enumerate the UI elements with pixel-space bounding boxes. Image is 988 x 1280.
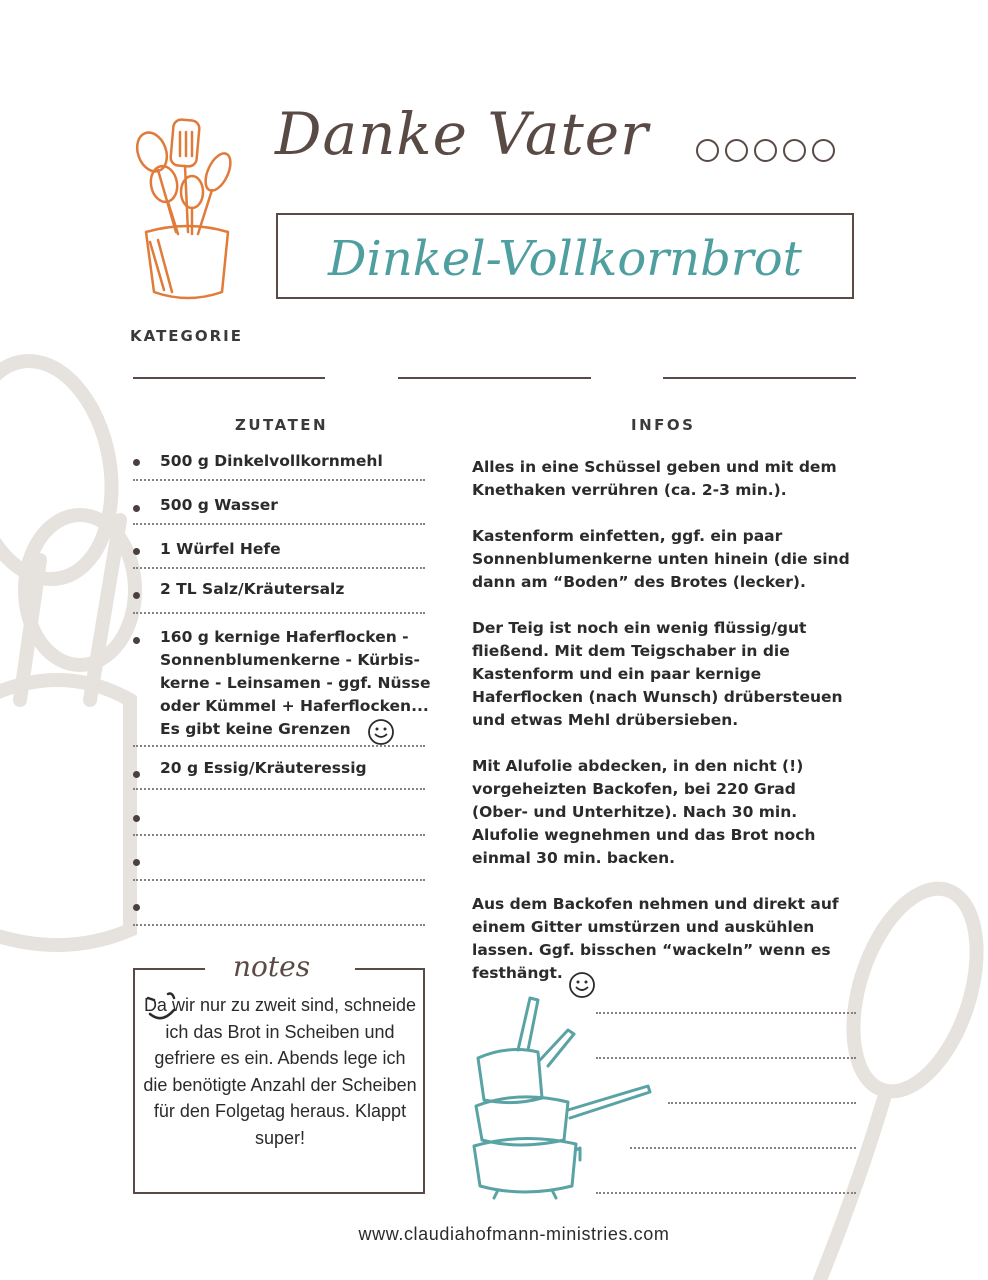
- bullet-icon: [133, 592, 140, 599]
- rating-circle-1[interactable]: [696, 139, 719, 162]
- ingredient-line: [133, 479, 425, 481]
- ingredient-item: 2 TL Salz/Kräutersalz: [160, 580, 345, 598]
- ingredient-line: [133, 523, 425, 525]
- stacked-pots-icon: [468, 990, 658, 1200]
- bullet-icon: [133, 505, 140, 512]
- rating-circle-2[interactable]: [725, 139, 748, 162]
- bullet-icon: [133, 548, 140, 555]
- ingredient-item: 500 g Wasser: [160, 496, 278, 514]
- bullet-icon: [133, 459, 140, 466]
- page-title: Danke Vater: [275, 100, 649, 168]
- bullet-icon: [133, 859, 140, 866]
- notes-text: Da wir nur zu zweit sind, schneide ich das Brot in Scheiben und gefriere es ein. Abends lege ich die benötigte Anzahl der Scheiben für den Folgetag heraus. Klappt super!: [143, 995, 417, 1148]
- ingredient-line: [133, 745, 425, 747]
- instructions: [472, 456, 857, 1008]
- ingredient-item: 500 g Dinkelvollkornmehl: [160, 452, 383, 470]
- ingredient-line: [133, 567, 425, 569]
- notes-label: notes: [233, 950, 311, 983]
- ingredient-item-multiline: 160 g kernige Haferflocken - Sonnenblumenkerne - Kürbis- kerne - Leinsamen - ggf. Nüsse oder Kümmel + Haferflocken... Es gibt keine Grenzen: [160, 628, 431, 738]
- ingredient-line: [133, 612, 425, 614]
- bullet-icon: [133, 815, 140, 822]
- category-line-2[interactable]: [398, 377, 591, 379]
- rating-circle-4[interactable]: [783, 139, 806, 162]
- ingredient-line-empty[interactable]: [133, 924, 425, 926]
- instruction-step: Der Teig ist noch ein wenig flüssig/gut fließend. Mit dem Teigschaber in die Kastenform und ein paar kernige Haferflocken (nach Wunsch) drübersteuen und etwas Mehl drübersieben.: [472, 619, 843, 729]
- infos-heading: INFOS: [631, 416, 696, 434]
- category-line-1[interactable]: [133, 377, 325, 379]
- ingredient-item: 20 g Essig/Kräuteressig: [160, 759, 367, 777]
- info-line-empty[interactable]: [630, 1147, 856, 1149]
- smiley-icon: [367, 718, 397, 746]
- bullet-icon: [133, 771, 140, 778]
- recipe-name-box: [276, 213, 854, 299]
- footer-url[interactable]: www.claudiahofmann-ministries.com: [358, 1224, 670, 1244]
- bullet-icon: [133, 637, 140, 644]
- ingredient-line: [133, 788, 425, 790]
- category-label: KATEGORIE: [130, 327, 243, 345]
- rating-circle-3[interactable]: [754, 139, 777, 162]
- rating-circle-5[interactable]: [812, 139, 835, 162]
- instruction-step: Kastenform einfetten, ggf. ein paar Sonnenblumenkerne unten hinein (die sind dann am “Boden” des Brotes (lecker).: [472, 527, 850, 591]
- instruction-step: Alles in eine Schüssel geben und mit dem Knethaken verrühren (ca. 2-3 min.).: [472, 458, 837, 499]
- instruction-step: Aus dem Backofen nehmen und direkt auf einem Gitter umstürzen und auskühlen lassen. Ggf. bisschen “wackeln” wenn es festhängt.: [472, 895, 839, 982]
- utensil-jar-icon: [128, 112, 243, 307]
- recipe-name: Dinkel-Vollkornbrot: [328, 231, 802, 287]
- ingredient-line-empty[interactable]: [133, 879, 425, 881]
- ingredient-item: 1 Würfel Hefe: [160, 540, 281, 558]
- ingredient-line-empty[interactable]: [133, 834, 425, 836]
- instruction-step: Mit Alufolie abdecken, in den nicht (!) vorgeheizten Backofen, bei 220 Grad (Ober- und Unterhitze). Nach 30 min. Alufolie wegnehmen und das Brot noch einmal 30 min. backen.: [472, 757, 816, 867]
- rating-circles[interactable]: [696, 139, 835, 162]
- bullet-icon: [133, 904, 140, 911]
- category-line-3[interactable]: [663, 377, 856, 379]
- ingredients-heading: ZUTATEN: [235, 416, 329, 434]
- info-line-empty[interactable]: [668, 1102, 856, 1104]
